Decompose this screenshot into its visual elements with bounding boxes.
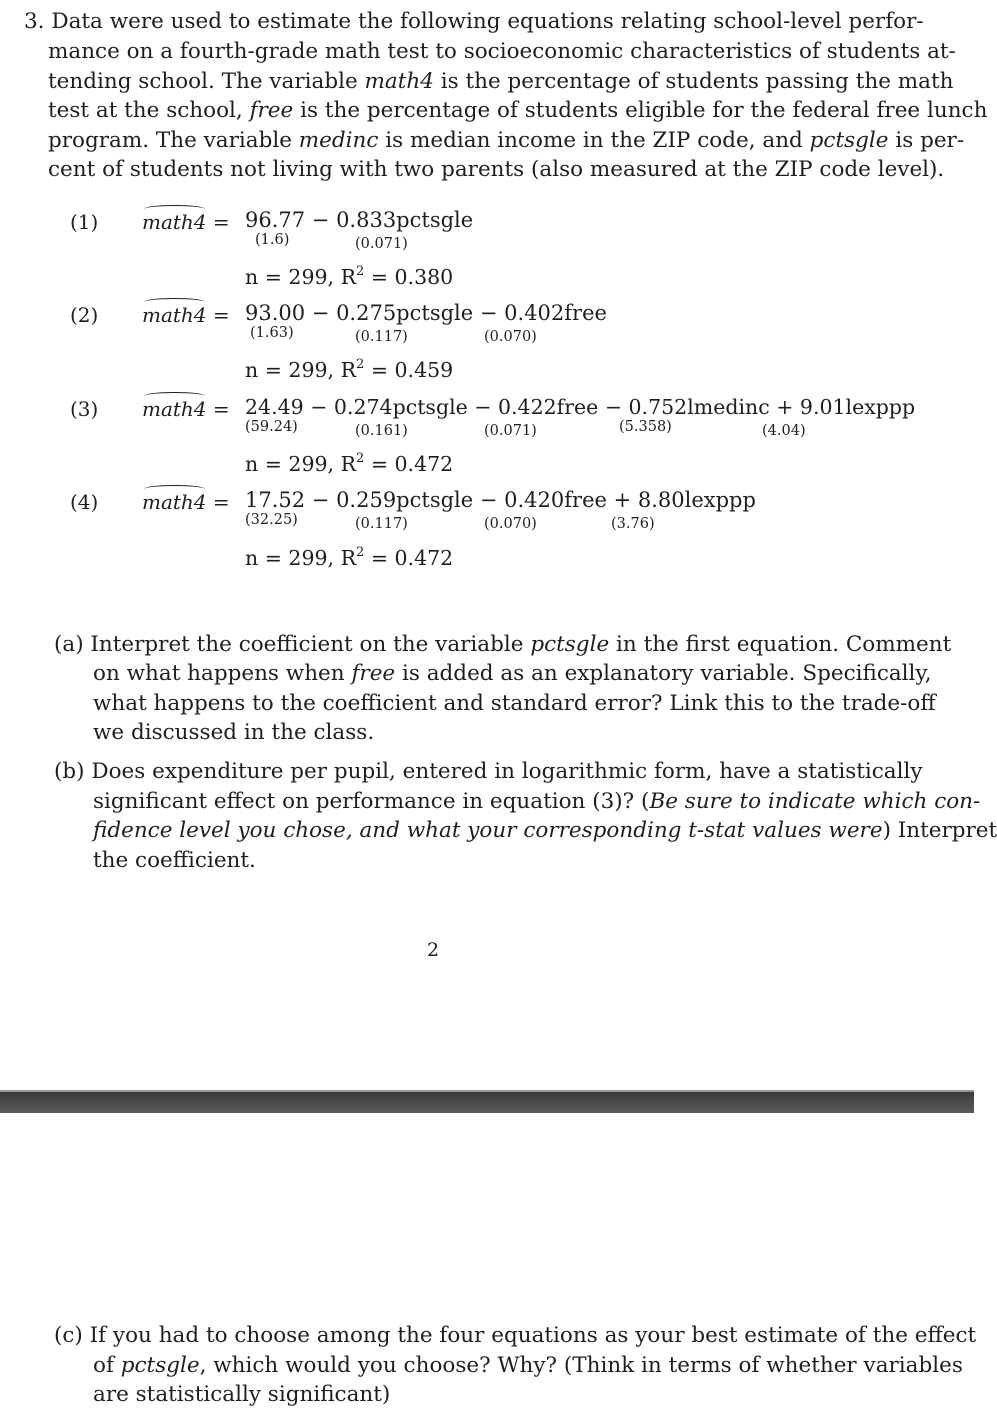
equation-2-lhs: math4 = (142, 303, 230, 327)
intro-line-4: test at the school, free is the percentage of students eligible for the federal free lunch (48, 98, 988, 123)
intro-line-6: cent of students not living with two parents (also measured at the ZIP code level). (48, 157, 945, 182)
equation-2-stats: n = 299, $R^2 = 0.459$ (245, 357, 454, 382)
equation-3-lhs: math4 = (142, 397, 230, 421)
equation-2-se-2: (0.117) (355, 329, 408, 345)
equation-3-se-1: (59.24) (245, 419, 298, 435)
question-b-line-1: (b) Does expenditure per pupil, entered in logarithmic form, have a statistically (54, 759, 923, 784)
equation-3-se-4: (5.358) (619, 419, 672, 435)
equation-2-number: (2) (70, 303, 99, 327)
equation-1-number: (1) (70, 210, 99, 234)
equation-2-se-1: (1.63) (250, 325, 294, 341)
equation-4-stats: n = 299, $R^2 = 0.472$ (245, 545, 454, 570)
question-a-line-1: (a) Interpret the coefficient on the variable pctsgle in the first equation. Comment (54, 632, 952, 657)
equation-3-stats: n = 299, $R^2 = 0.472$ (245, 451, 454, 476)
intro-line-1: 3. Data were used to estimate the following equations relating school-level perfor- (24, 9, 924, 34)
equation-4-se-1: (32.25) (245, 512, 298, 528)
equation-3-number: (3) (70, 397, 99, 421)
question-c-line-2: of pctsgle, which would you choose? Why? (Think in terms of whether variables (93, 1353, 963, 1378)
page-separator (0, 1090, 974, 1113)
question-b-line-4: the coefficient. (93, 848, 256, 873)
equation-2-rhs: 93.00 − 0.275pctsgle − 0.402free (245, 301, 607, 325)
equation-1-lhs: math4 = (142, 210, 230, 234)
equation-3-se-3: (0.071) (484, 423, 537, 439)
equation-3-se-2: (0.161) (355, 423, 408, 439)
equation-3-rhs: 24.49 − 0.274pctsgle − 0.422free − 0.752lmedinc + 9.01lexppp (245, 395, 916, 419)
question-b-line-2: significant effect on performance in equation (3)? (Be sure to indicate which con- (93, 789, 981, 814)
question-c-line-1: (c) If you had to choose among the four equations as your best estimate of the effect (54, 1323, 977, 1348)
equation-4-se-4: (3.76) (611, 516, 655, 532)
equation-4-se-3: (0.070) (484, 516, 537, 532)
intro-line-2: mance on a fourth-grade math test to socioeconomic characteristics of students at- (48, 39, 956, 64)
question-a-line-2: on what happens when free is added as an explanatory variable. Specifically, (93, 661, 932, 686)
question-c-line-3: are statistically significant) (93, 1382, 391, 1407)
equation-2-se-3: (0.070) (484, 329, 537, 345)
equation-1-se-1: (1.6) (255, 232, 290, 248)
equation-4-se-2: (0.117) (355, 516, 408, 532)
question-a-line-4: we discussed in the class. (93, 720, 375, 745)
equation-4-number: (4) (70, 490, 99, 514)
question-b-line-3: fidence level you chose, and what your corresponding t-stat values were) Interpret (93, 818, 997, 843)
equation-4-lhs: math4 = (142, 490, 230, 514)
equation-1-se-2: (0.071) (355, 236, 408, 252)
equation-1-stats: n = 299, $R^2 = 0.380$ (245, 264, 454, 289)
intro-line-3: tending school. The variable math4 is the percentage of students passing the math (48, 69, 954, 94)
page-number: 2 (427, 939, 440, 961)
equation-3-se-5: (4.04) (762, 423, 806, 439)
intro-line-5: program. The variable medinc is median income in the ZIP code, and pctsgle is per- (48, 128, 965, 153)
equation-1-rhs: 96.77 − 0.833pctsgle (245, 208, 474, 232)
equation-4-rhs: 17.52 − 0.259pctsgle − 0.420free + 8.80lexppp (245, 488, 756, 512)
question-a-line-3: what happens to the coefficient and standard error? Link this to the trade-off (93, 691, 936, 716)
